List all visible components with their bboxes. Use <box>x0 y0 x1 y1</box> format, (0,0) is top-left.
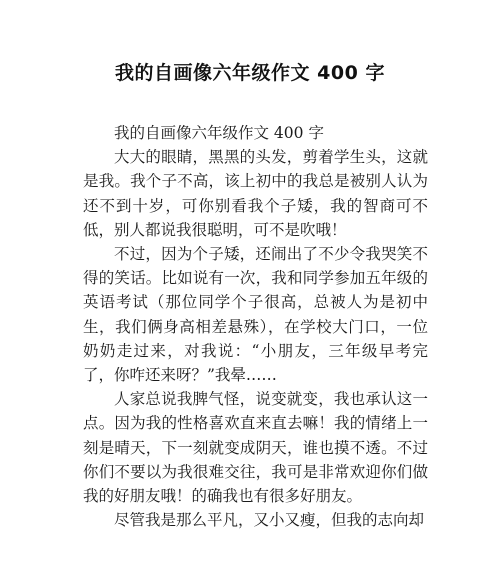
paragraph-3: 人家总说我脾气怪，说变就变，我也承认这一点。因为我的性格喜欢直来直去嘛！我的情绪上一刻是晴天，下一刻就变成阴天，谁也摸不透。不过你们不要以为我很难交往，我可是非常欢迎你们做我的好朋友哦！的确我也有很多好朋友。 <box>83 390 428 506</box>
document-title: 我的自画像六年级作文 400 字 <box>115 62 385 84</box>
paragraph-4: 尽管我是那么平凡，又小又瘦，但我的志向却 <box>114 511 425 530</box>
paragraph-2: 不过，因为个子矮，还闹出了不少令我哭笑不得的笑话。比如说有一次，我和同学参加五年级的英语考试（那位同学个子很高，总被人为是初中生，我们俩身高相差悬殊），在学校大门口，一位奶奶走过来，对我说：“小朋友，三年级早考完了，你咋还来呀？”我晕…… <box>83 245 428 385</box>
document-body <box>83 121 428 532</box>
paragraph-1: 大大的眼睛，黑黑的头发，剪着学生头，这就是我。我个子不高，该上初中的我总是被别人认为还不到十岁，可你别看我个子矮，我的智商可不低，别人都说我很聪明，可不是吹哦！ <box>83 148 428 239</box>
paragraph-subtitle: 我的自画像六年级作文 400 字 <box>114 124 324 142</box>
